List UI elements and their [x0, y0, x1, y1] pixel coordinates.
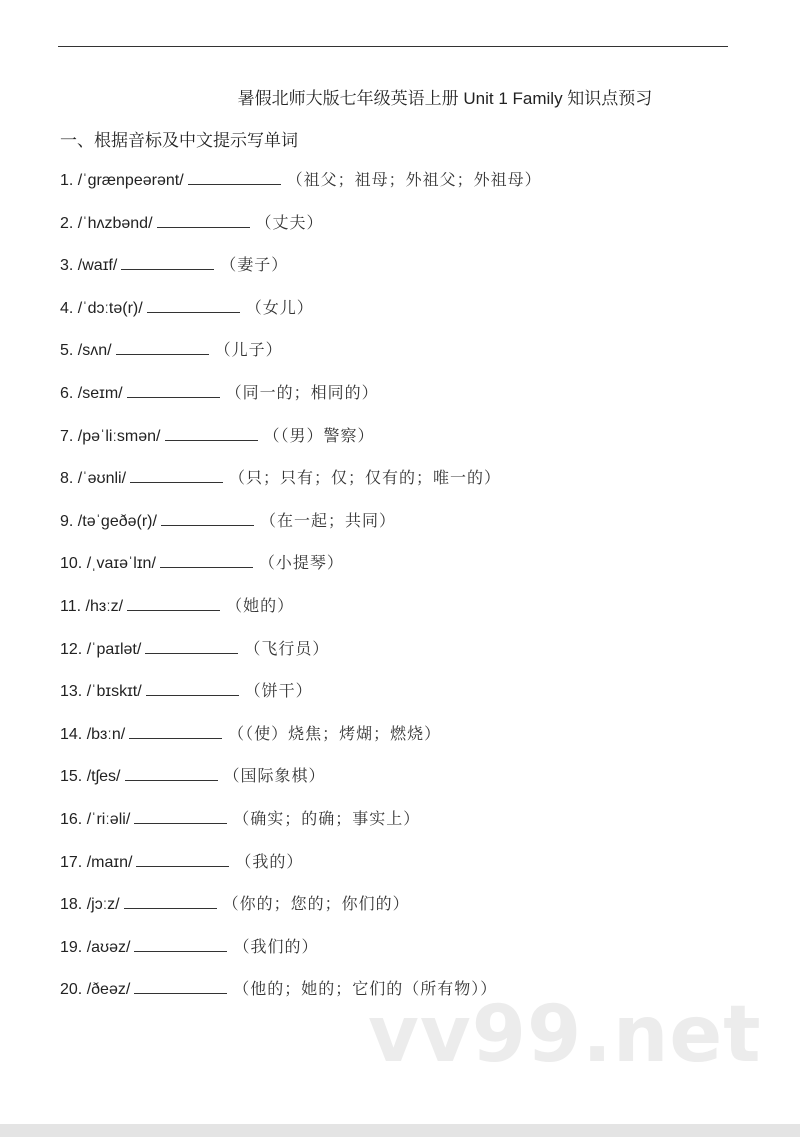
- item-phonetic: /waɪf/: [77, 257, 118, 275]
- section-heading: 一、根据音标及中文提示写单词: [60, 131, 298, 150]
- item-phonetic: /tʃes/: [86, 768, 121, 786]
- item-phonetic: /ˈəʊnli/: [77, 470, 127, 488]
- answer-blank[interactable]: [127, 594, 220, 611]
- item-number: 11.: [60, 597, 82, 615]
- item-hint: （我们的）: [233, 938, 319, 956]
- exercise-item: [60, 594, 542, 637]
- answer-blank[interactable]: [145, 637, 238, 654]
- item-hint: （（使）烧焦；烤煳；燃烧）: [228, 725, 442, 743]
- exercise-item: [60, 551, 542, 594]
- item-hint: （祖父；祖母；外祖父；外祖母）: [286, 172, 542, 189]
- exercise-item: [60, 168, 542, 211]
- item-phonetic: /ˈbɪskɪt/: [86, 683, 142, 701]
- answer-blank[interactable]: [116, 338, 209, 355]
- exercise-item: [60, 338, 542, 381]
- item-phonetic: /maɪn/: [86, 853, 133, 871]
- item-hint: （确实；的确；事实上）: [233, 810, 421, 828]
- item-number: 5.: [60, 342, 74, 360]
- item-number: 2.: [60, 214, 74, 232]
- item-number: 6.: [60, 384, 74, 402]
- item-phonetic: /seɪm/: [77, 384, 123, 402]
- exercise-item: [60, 807, 542, 850]
- item-hint: （（男）警察）: [263, 427, 375, 445]
- item-number: 16.: [60, 810, 83, 828]
- item-phonetic: /ˈdɔːtə(r)/: [77, 299, 143, 317]
- header-rule: [58, 46, 728, 47]
- exercise-item: [60, 679, 542, 722]
- item-number: 17.: [60, 853, 83, 871]
- item-hint: （我的）: [235, 853, 304, 871]
- item-phonetic: /təˈɡeðə(r)/: [77, 512, 157, 530]
- exercise-item: [60, 296, 542, 339]
- item-number: 8.: [60, 470, 74, 488]
- exercise-item: [60, 722, 542, 765]
- item-hint: （女儿）: [245, 299, 314, 317]
- exercise-item: [60, 935, 542, 978]
- item-number: 14.: [60, 725, 83, 743]
- exercise-item: [60, 637, 542, 680]
- item-hint: （妻子）: [220, 257, 289, 275]
- item-hint: （只；只有；仅；仅有的；唯一的）: [229, 470, 502, 488]
- answer-blank[interactable]: [129, 722, 222, 739]
- item-phonetic: /ˌvaɪəˈlɪn/: [86, 555, 156, 573]
- answer-blank[interactable]: [160, 551, 253, 568]
- exercise-item: [60, 850, 542, 893]
- answer-blank[interactable]: [136, 850, 229, 867]
- exercise-item: [60, 764, 542, 807]
- page-title: 暑假北师大版七年级英语上册 Unit 1 Family 知识点预习: [237, 89, 653, 108]
- exercise-list: [60, 168, 542, 1020]
- answer-blank[interactable]: [130, 466, 223, 483]
- item-number: 12.: [60, 640, 83, 658]
- exercise-item: [60, 211, 542, 254]
- exercise-item: [60, 509, 542, 552]
- item-number: 19.: [60, 938, 83, 956]
- answer-blank[interactable]: [165, 424, 258, 441]
- item-hint: （儿子）: [214, 342, 283, 360]
- item-phonetic: /ˈhʌzbənd/: [77, 214, 153, 232]
- item-number: 9.: [60, 512, 74, 530]
- item-number: 18.: [60, 896, 83, 914]
- answer-blank[interactable]: [121, 253, 214, 270]
- item-phonetic: /hɜːz/: [85, 597, 124, 615]
- item-hint: （飞行员）: [244, 640, 330, 658]
- item-phonetic: /ˈɡrænpeərənt/: [77, 172, 184, 189]
- item-phonetic: /bɜːn/: [86, 725, 126, 743]
- item-hint: （国际象棋）: [223, 768, 326, 786]
- item-number: 13.: [60, 683, 83, 701]
- answer-blank[interactable]: [125, 764, 218, 781]
- answer-blank[interactable]: [188, 168, 281, 185]
- item-phonetic: /aʊəz/: [86, 938, 131, 956]
- exercise-item: [60, 466, 542, 509]
- item-hint: （你的；您的；你们的）: [222, 896, 410, 914]
- item-number: 7.: [60, 427, 74, 445]
- item-phonetic: /ˈpaɪlət/: [86, 640, 142, 658]
- item-number: 15.: [60, 768, 83, 786]
- answer-blank[interactable]: [134, 977, 227, 994]
- item-hint: （同一的；相同的）: [225, 384, 379, 402]
- item-hint: （她的）: [226, 597, 295, 615]
- item-phonetic: /pəˈliːsmən/: [77, 427, 161, 445]
- answer-blank[interactable]: [147, 296, 240, 313]
- exercise-item: [60, 892, 542, 935]
- item-hint: （在一起；共同）: [259, 512, 396, 530]
- item-number: 20.: [60, 981, 83, 999]
- item-hint: （饼干）: [244, 683, 313, 701]
- answer-blank[interactable]: [124, 892, 217, 909]
- exercise-item: [60, 253, 542, 296]
- item-number: 1.: [60, 172, 74, 189]
- answer-blank[interactable]: [134, 807, 227, 824]
- item-number: 3.: [60, 257, 74, 275]
- answer-blank[interactable]: [134, 935, 227, 952]
- exercise-item: [60, 381, 542, 424]
- item-hint: （丈夫）: [255, 214, 324, 232]
- item-number: 10.: [60, 555, 83, 573]
- answer-blank[interactable]: [157, 211, 250, 228]
- item-hint: （小提琴）: [258, 555, 344, 573]
- item-phonetic: /sʌn/: [77, 342, 112, 360]
- item-phonetic: /ðeəz/: [86, 981, 131, 999]
- item-phonetic: /ˈriːəli/: [86, 810, 131, 828]
- answer-blank[interactable]: [161, 509, 254, 526]
- exercise-item: [60, 424, 542, 467]
- watermark: vv99.net: [368, 990, 762, 1080]
- answer-blank[interactable]: [146, 679, 239, 696]
- item-number: 4.: [60, 299, 74, 317]
- page-bottom-edge: [0, 1124, 800, 1137]
- item-phonetic: /jɔːz/: [86, 896, 120, 914]
- item-hint: （他的；她的；它们的（所有物））: [233, 981, 498, 999]
- answer-blank[interactable]: [127, 381, 220, 398]
